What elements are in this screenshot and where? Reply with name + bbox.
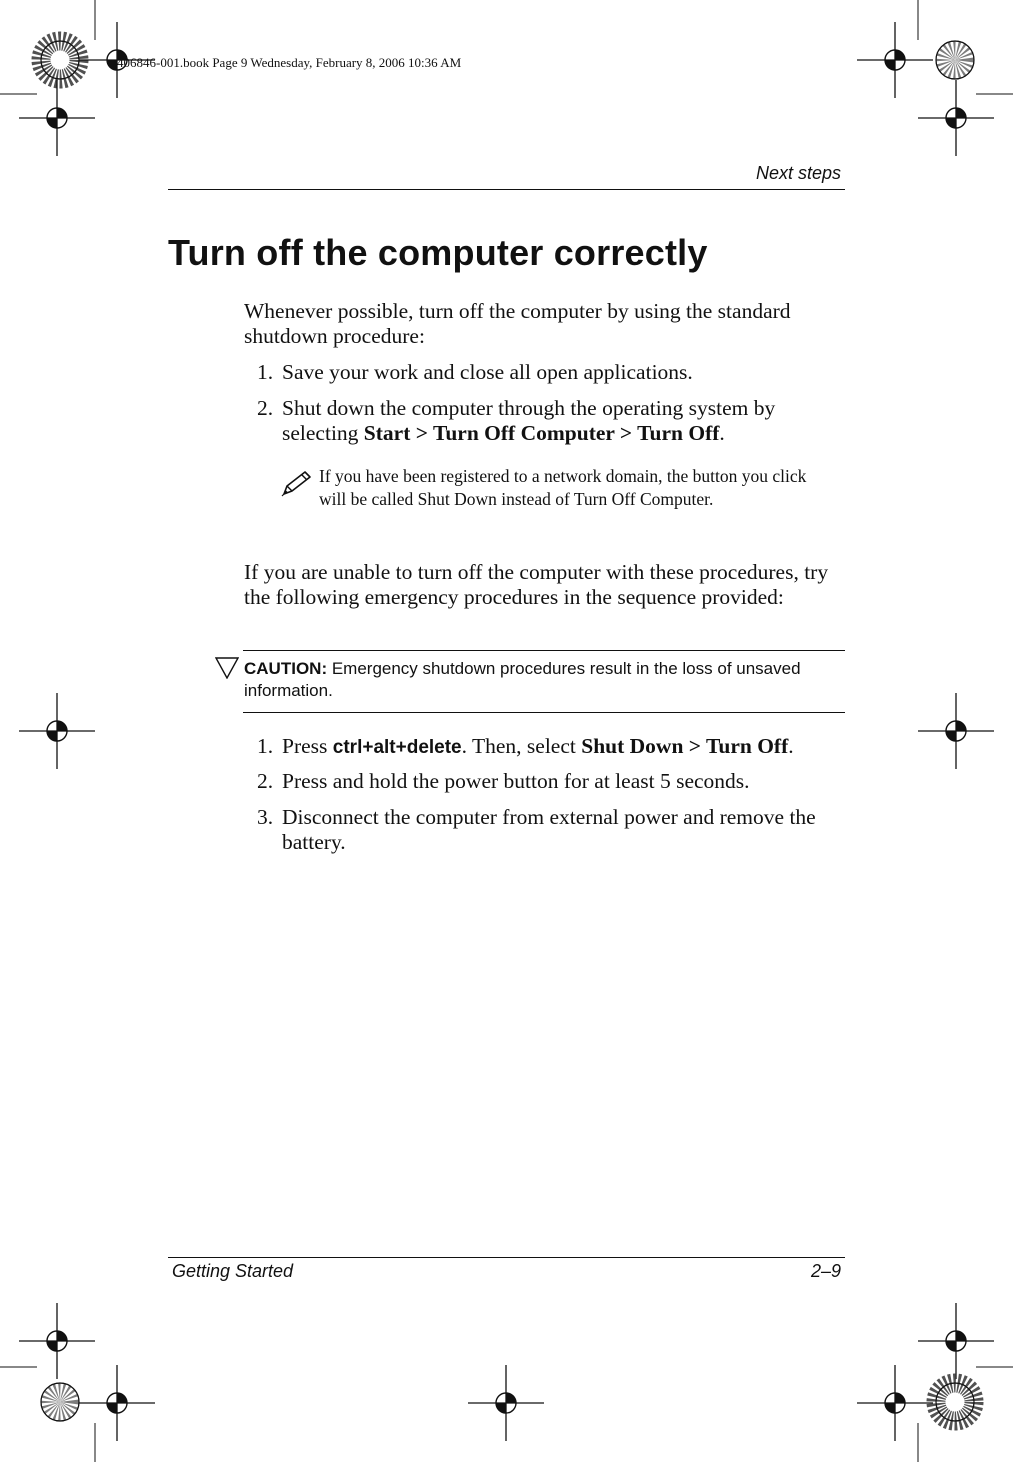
registration-star-icon — [936, 1383, 974, 1421]
list-number: 3. — [257, 805, 274, 829]
registration-target-icon — [857, 1365, 933, 1441]
header-rule — [168, 189, 845, 190]
footer-title: Getting Started — [172, 1261, 294, 1281]
list-number: 2. — [257, 769, 274, 793]
pencil-icon — [280, 469, 314, 499]
list-number: 2. — [257, 396, 274, 420]
caution-text — [244, 658, 804, 701]
registration-target-icon — [918, 80, 994, 156]
footer-rule — [168, 1257, 845, 1258]
registration-star-icon — [41, 41, 79, 79]
list-text-line: Shut down the computer through the operating system by — [282, 396, 776, 420]
page-number: 2–9 — [810, 1261, 841, 1281]
registration-target-icon — [918, 693, 994, 769]
list-text-pre: selecting — [282, 421, 364, 445]
note-text: If you have been registered to a network domain, the button you click will be called Shut Down instead of Turn Off Computer. — [319, 466, 807, 509]
list-text: Disconnect the computer from external power and remove the battery. — [282, 805, 816, 854]
list-text-pre: Press — [282, 734, 333, 758]
list-text: Press and hold the power button for at least 5 seconds. — [282, 769, 750, 793]
list-text — [282, 396, 845, 446]
running-head: Next steps — [755, 163, 841, 183]
registration-target-icon — [918, 1303, 994, 1379]
list-text-post: . — [719, 421, 725, 445]
registration-star-icon — [41, 1383, 79, 1421]
list-text-mid: . Then, select — [461, 734, 582, 758]
list-text: Save your work and close all open applications. — [282, 360, 693, 384]
list-item — [245, 769, 845, 794]
intro-paragraph: Whenever possible, turn off the computer by using the standard shutdown procedure: — [244, 299, 791, 348]
list-item — [245, 805, 845, 855]
key-combo: ctrl+alt+delete — [332, 737, 462, 758]
fallback-paragraph: If you are unable to turn off the computer with these procedures, try the following emergency procedures in the sequence provided: — [244, 560, 829, 609]
registration-target-icon — [19, 80, 95, 156]
list-text — [282, 734, 845, 760]
registration-star-icon — [936, 41, 974, 79]
list-text-post: . — [788, 734, 794, 758]
list-number: 1. — [257, 734, 274, 758]
caution-top-rule — [243, 650, 845, 651]
registration-target-icon — [857, 22, 933, 98]
page-title: Turn off the computer correctly — [168, 232, 708, 273]
warning-triangle-icon — [215, 657, 239, 679]
registration-target-icon — [19, 693, 95, 769]
registration-target-icon — [468, 1365, 544, 1441]
list-item — [245, 396, 845, 446]
menu-path: Shut Down > Turn Off — [581, 734, 789, 758]
registration-target-icon — [19, 1303, 95, 1379]
caution-body: Emergency shutdown procedures result in the loss of unsaved information. — [244, 659, 801, 700]
print-slug: 406846-001.book Page 9 Wednesday, February 8, 2006 10:36 AM — [117, 55, 462, 70]
caution-bottom-rule — [243, 712, 845, 713]
list-number: 1. — [257, 360, 274, 384]
registration-target-icon — [79, 1365, 155, 1441]
list-item — [245, 360, 845, 385]
caution-label: CAUTION: — [244, 659, 328, 678]
menu-path: Start > Turn Off Computer > Turn Off — [363, 421, 720, 445]
list-item — [245, 734, 845, 759]
